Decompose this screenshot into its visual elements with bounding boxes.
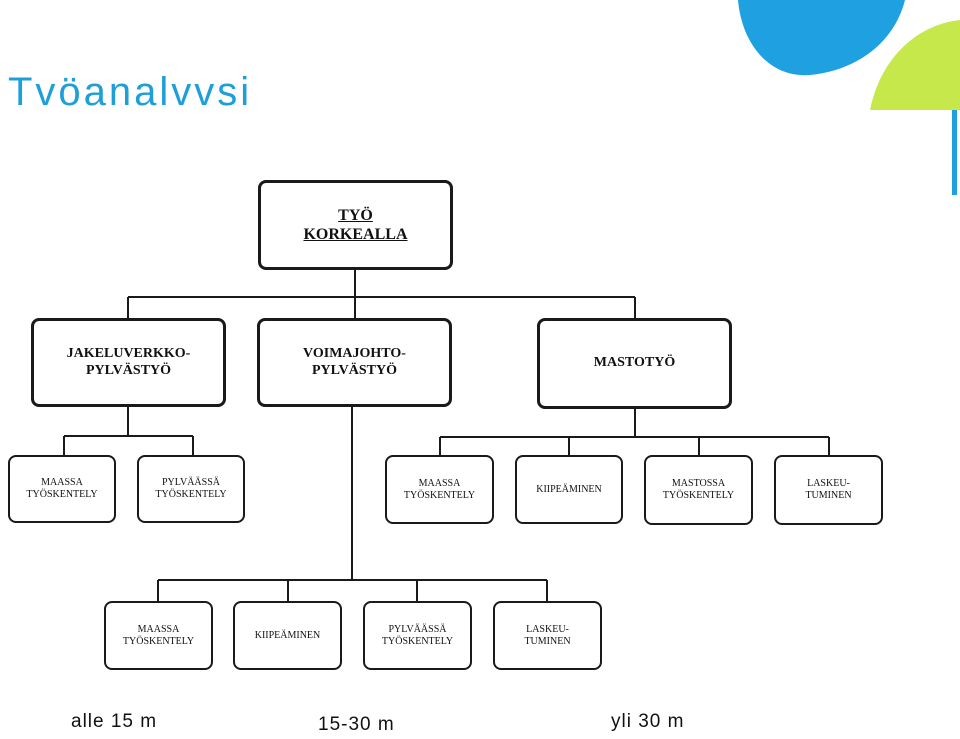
node-jakeluverkko-label: JAKELUVERKKO- PYLVÄSTYÖ bbox=[66, 345, 191, 378]
node-mastotyo bbox=[537, 318, 732, 409]
caption-over-30m: yli 30 m bbox=[611, 711, 685, 732]
node-masto-laskeutuminen bbox=[774, 455, 883, 525]
node-voima-maassa-label: MAASSA TYÖSKENTELY bbox=[122, 623, 195, 647]
caption-15-30m: 15-30 m bbox=[318, 714, 395, 735]
node-masto-mastossa-label: MASTOSSA TYÖSKENTELY bbox=[662, 478, 735, 501]
node-voima-laskeutuminen bbox=[493, 601, 602, 670]
node-voimajohto bbox=[257, 318, 452, 407]
node-voima-maassa bbox=[104, 601, 213, 670]
node-mastotyo-label: MASTOTYÖ bbox=[593, 355, 676, 371]
node-jakeluverkko bbox=[31, 318, 226, 407]
node-masto-kiipeaminen bbox=[515, 455, 623, 524]
node-voimajohto-label: VOIMAJOHTO- PYLVÄSTYÖ bbox=[303, 345, 406, 378]
node-voima-kiipeaminen bbox=[233, 601, 342, 670]
node-masto-laskeutuminen-label: LASKEU- TUMINEN bbox=[805, 478, 852, 501]
node-masto-maassa bbox=[385, 455, 494, 524]
node-root-label: TYÖ KORKEALLA bbox=[303, 206, 408, 243]
caption-under-15m: alle 15 m bbox=[71, 711, 158, 732]
node-voima-kiipeaminen-label: KIIPEÄMINEN bbox=[254, 629, 321, 641]
node-voima-pylvaassa bbox=[363, 601, 472, 670]
node-masto-maassa-label: MAASSA TYÖSKENTELY bbox=[403, 477, 476, 501]
node-jakelu-pylvaassa bbox=[137, 455, 245, 523]
node-jakelu-pylvaassa-label: PYLVÄÄSSÄ TYÖSKENTELY bbox=[155, 477, 227, 500]
page-title: Tvöanalvvsi bbox=[8, 70, 253, 114]
node-voima-laskeutuminen-label: LASKEU- TUMINEN bbox=[524, 623, 571, 647]
node-masto-mastossa bbox=[644, 455, 753, 525]
node-masto-kiipeaminen-label: KIIPEÄMINEN bbox=[536, 483, 602, 495]
node-jakelu-maassa bbox=[8, 455, 116, 523]
node-jakelu-maassa-label: MAASSA TYÖSKENTELY bbox=[26, 477, 98, 500]
node-voima-pylvaassa-label: PYLVÄÄSSÄ TYÖSKENTELY bbox=[381, 623, 454, 647]
node-root bbox=[258, 180, 453, 270]
